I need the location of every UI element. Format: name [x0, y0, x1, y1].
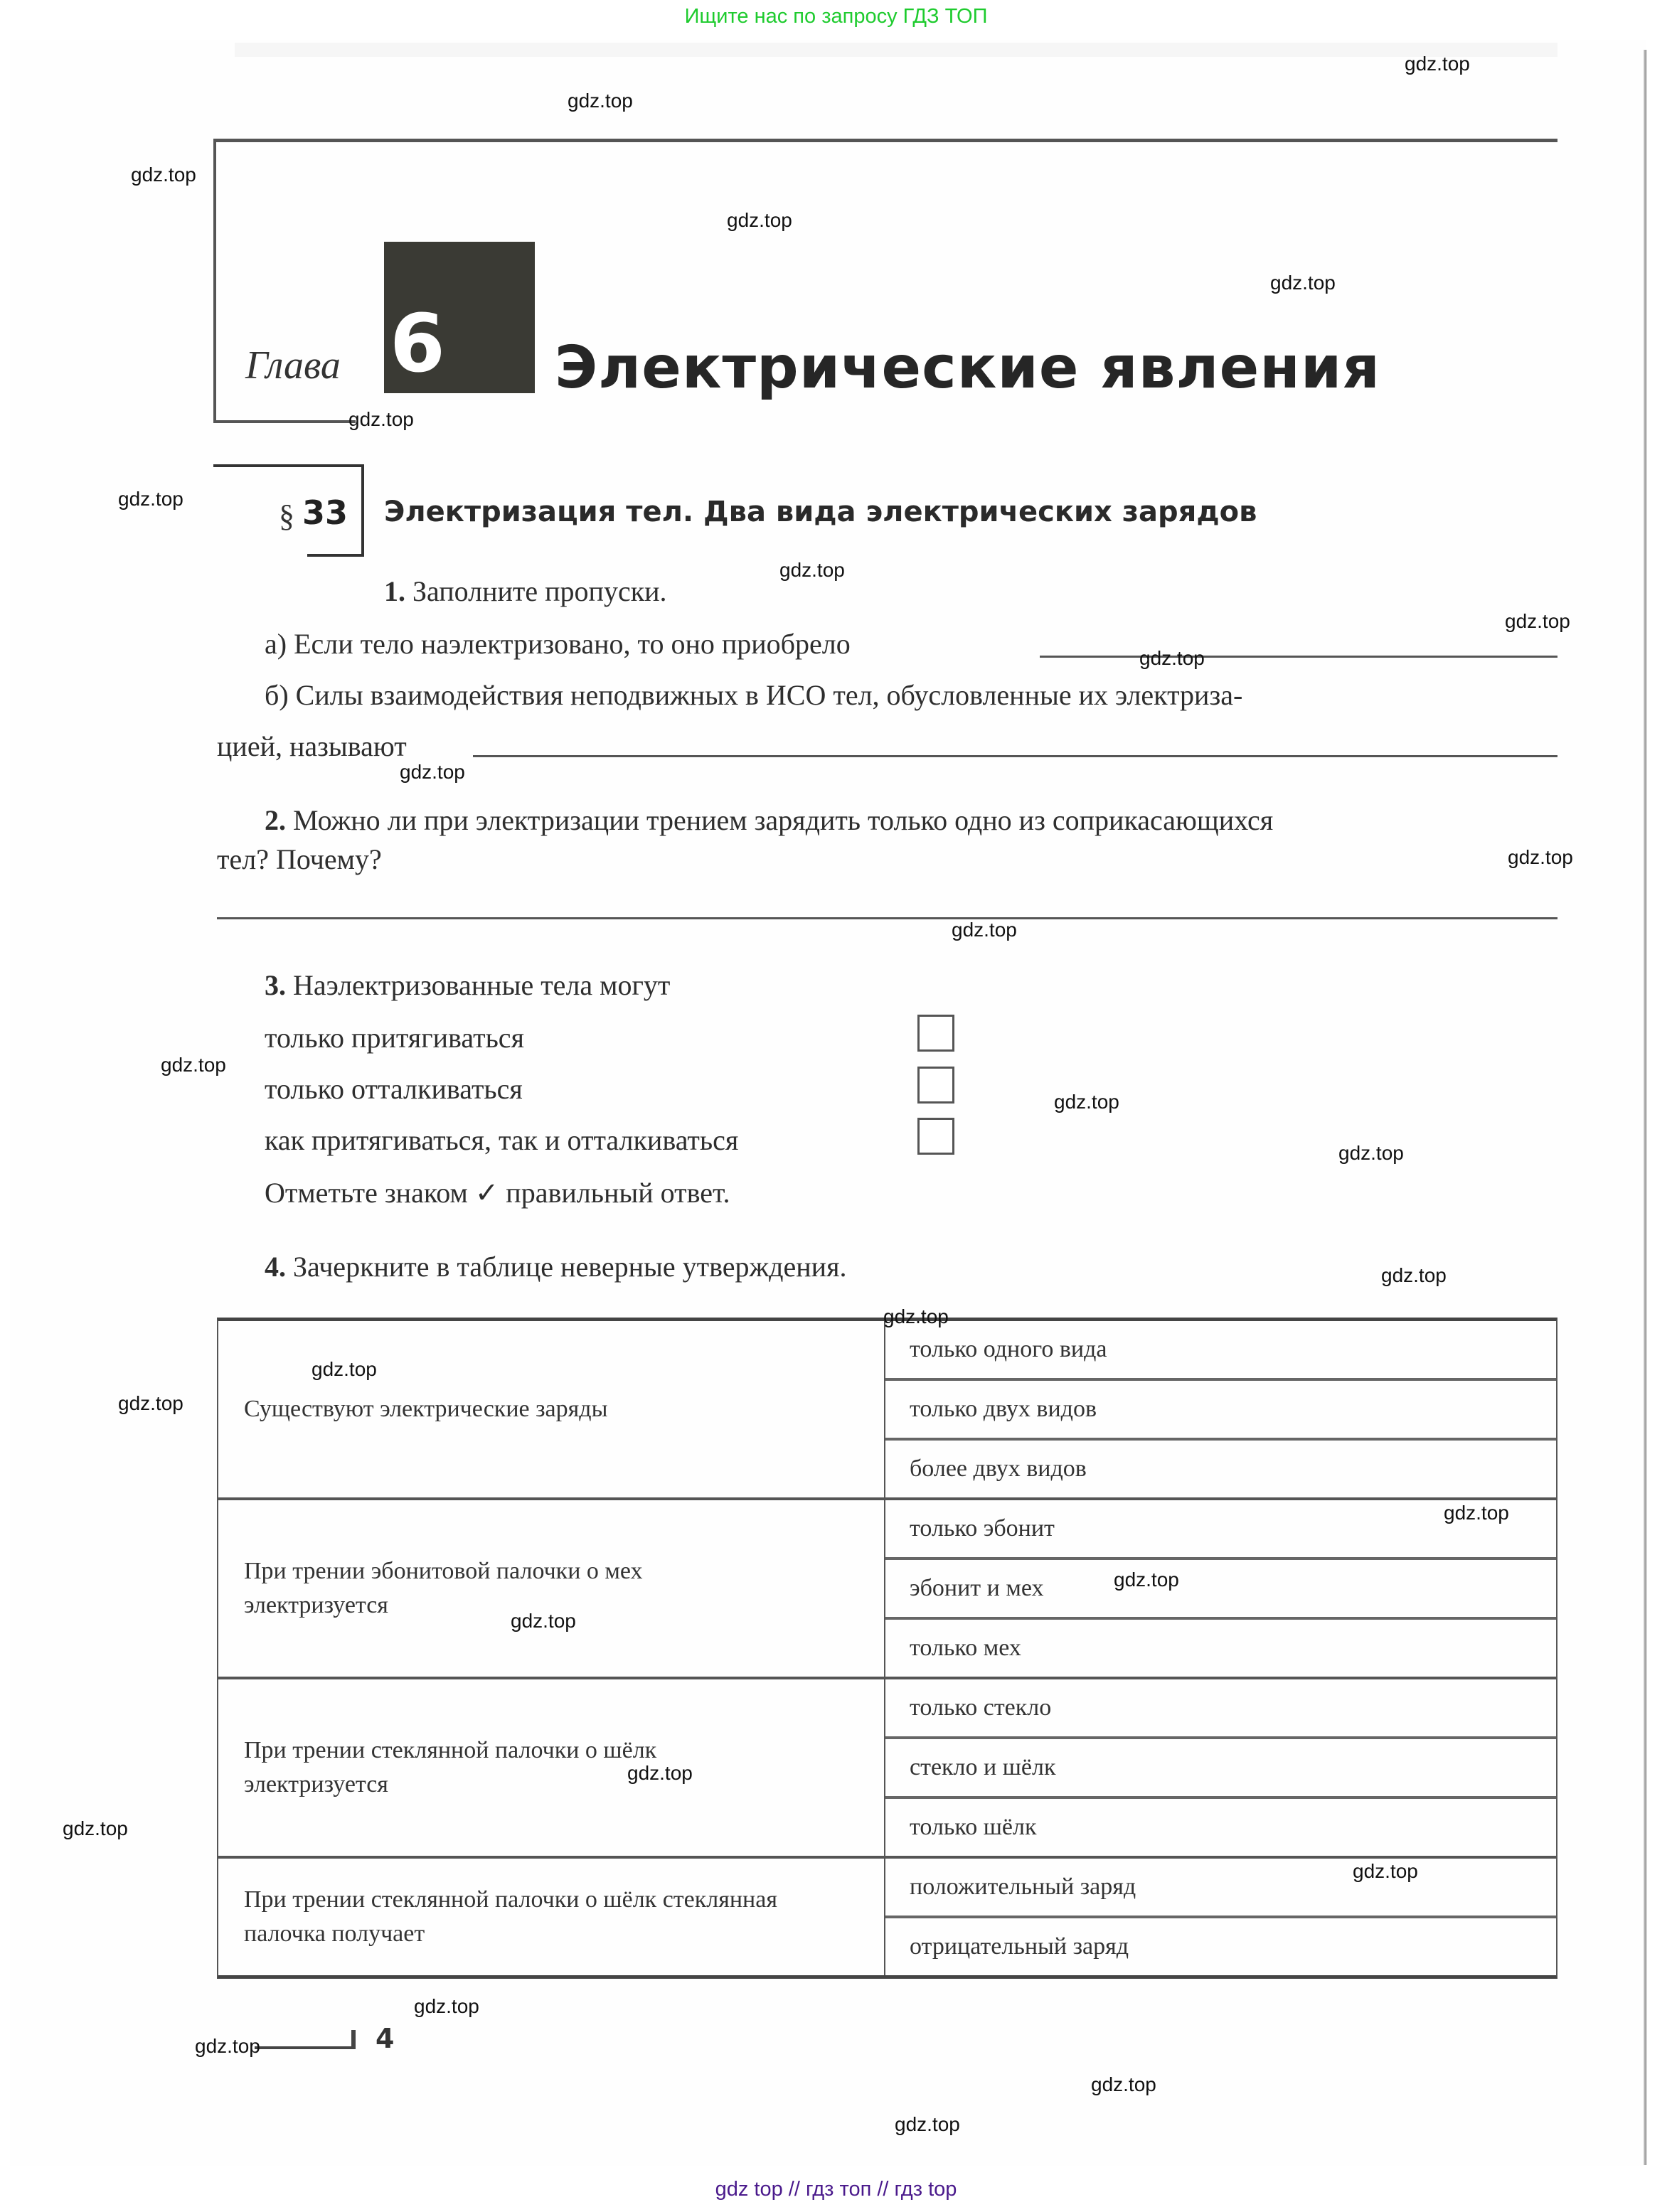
chapter-frame-left — [213, 139, 216, 423]
table-option[interactable]: отрицательный заряд — [885, 1916, 1556, 1975]
task-3-checkbox-3[interactable] — [917, 1118, 954, 1155]
watermark: gdz.top — [1091, 2073, 1156, 2095]
watermark: gdz.top — [414, 1995, 479, 2017]
watermark: gdz.top — [161, 1054, 226, 1076]
task-1b-text-line1: б) Силы взаимодействия неподвижных в ИСО тел, обусловленные их электриза- — [265, 679, 1243, 711]
task-2-question: Можно ли при электризации трением зарядить только одно из соприкасающихся — [293, 804, 1274, 836]
task-2-line1 — [265, 803, 1273, 837]
task-3-heading — [265, 968, 670, 1002]
watermark: gdz.top — [779, 559, 845, 581]
task-3-option-3: как притягиваться, так и отталкиваться — [265, 1124, 739, 1156]
task-3-option-2: только отталкиваться — [265, 1073, 523, 1105]
table-row — [218, 1497, 1556, 1677]
table-option[interactable]: только шёлк — [885, 1796, 1556, 1856]
watermark: gdz.top — [1508, 846, 1573, 868]
footer-banner: gdz top // гдз топ // гдз top — [0, 2167, 1672, 2212]
watermark: gdz.top — [1353, 1860, 1418, 1882]
watermark: gdz.top — [1444, 1502, 1509, 1524]
table-statement — [218, 1679, 885, 1856]
table-row — [218, 1677, 1556, 1856]
table-option[interactable]: только стекло — [910, 1694, 1052, 1721]
task-1-number: 1. — [384, 575, 405, 607]
watermark: gdz.top — [63, 1817, 128, 1839]
task-1b-text-line2: цией, называют — [217, 730, 407, 762]
watermark: gdz.top — [400, 761, 465, 783]
page-edge-shadow — [1644, 50, 1647, 2165]
task-4-number: 4. — [265, 1251, 286, 1283]
table-option[interactable]: положительный заряд — [910, 1874, 1136, 1900]
table-statement — [218, 1859, 885, 1975]
task-3-instruction: Отметьте знаком ✓ правильный ответ. — [265, 1177, 730, 1209]
watermark: gdz.top — [568, 90, 633, 112]
watermark: gdz.top — [195, 2035, 260, 2057]
task-1b-answer-line[interactable] — [473, 755, 1557, 757]
watermark: gdz.top — [118, 488, 183, 510]
top-banner: Ищите нас по запросу ГДЗ ТОП — [684, 5, 988, 28]
watermark: gdz.top — [131, 164, 196, 186]
task-3-checkbox-2[interactable] — [917, 1067, 954, 1104]
table-statement: Существуют электрические заряды — [218, 1321, 885, 1497]
watermark: gdz.top — [1054, 1091, 1119, 1113]
watermark: gdz.top — [511, 1610, 576, 1632]
watermark: gdz.top — [627, 1762, 693, 1784]
section-sign: § — [279, 498, 294, 533]
task-2-line2: тел? Почему? — [217, 843, 382, 875]
chapter-frame-top — [213, 139, 1557, 142]
chapter-title: Электрические явления — [555, 334, 1380, 402]
table-statement — [218, 1500, 885, 1677]
watermark: gdz.top — [1505, 610, 1570, 632]
task-2-number: 2. — [265, 804, 286, 836]
table-option[interactable]: стекло и шёлк — [885, 1736, 1556, 1796]
bleed-through — [235, 43, 1557, 57]
page-number: 4 — [376, 2023, 395, 2054]
table-statement-text: При трении стеклянной палочки о шёлк электризуется — [244, 1737, 657, 1797]
task-2-answer-line[interactable] — [217, 917, 1557, 919]
task-4-heading — [265, 1250, 846, 1283]
table-option[interactable]: только двух видов — [885, 1378, 1556, 1438]
watermark: gdz.top — [1270, 272, 1336, 294]
watermark: gdz.top — [1139, 647, 1205, 669]
section-number: 33 — [302, 493, 348, 532]
table-option[interactable]: эбонит и мех — [885, 1557, 1556, 1617]
section-frame-bottom — [307, 554, 364, 557]
watermark: gdz.top — [1381, 1264, 1447, 1286]
watermark: gdz.top — [311, 1358, 377, 1380]
watermark: gdz.top — [118, 1392, 183, 1414]
watermark: gdz.top — [1114, 1569, 1179, 1591]
task-3-checkbox-1[interactable] — [917, 1015, 954, 1052]
section-frame-top — [213, 464, 364, 467]
watermark: gdz.top — [883, 1305, 949, 1327]
task-1-prompt: Заполните пропуски. — [412, 575, 667, 607]
chapter-number: 6 — [390, 298, 445, 390]
table-statement-text: При трении эбонитовой палочки о мех электризуется — [244, 1558, 643, 1618]
watermark: gdz.top — [1338, 1142, 1404, 1164]
task-3-option-1: только притягиваться — [265, 1022, 524, 1054]
task-1-heading — [384, 575, 667, 608]
watermark: gdz.top — [348, 408, 414, 430]
chapter-label: Глава — [245, 343, 341, 388]
table-option[interactable]: только мех — [885, 1617, 1556, 1677]
task-3-prompt: Наэлектризованные тела могут — [293, 969, 671, 1001]
table-row — [218, 1321, 1556, 1497]
page-number-marker — [351, 2030, 356, 2049]
section-title: Электризация тел. Два вида электрических зарядов — [384, 496, 1257, 528]
table-statement-text: При трении стеклянной палочки о шёлк стеклянная палочка получает — [244, 1886, 777, 1947]
task-3-number: 3. — [265, 969, 286, 1001]
table-option[interactable]: более двух видов — [885, 1438, 1556, 1497]
section-frame-right — [361, 464, 364, 557]
watermark: gdz.top — [1405, 53, 1470, 75]
watermark: gdz.top — [727, 209, 792, 231]
table-option[interactable]: только одного вида — [910, 1336, 1107, 1362]
page-number-rule — [255, 2046, 354, 2049]
task-1a-text: а) Если тело наэлектризовано, то оно приобрело — [265, 628, 851, 660]
task-1a-answer-line[interactable] — [1040, 656, 1557, 658]
chapter-frame-bottom — [213, 420, 356, 423]
table-option[interactable]: только эбонит — [910, 1515, 1055, 1542]
watermark: gdz.top — [952, 919, 1017, 941]
task-4-prompt: Зачеркните в таблице неверные утверждения. — [293, 1251, 847, 1283]
watermark: gdz.top — [895, 2113, 960, 2135]
